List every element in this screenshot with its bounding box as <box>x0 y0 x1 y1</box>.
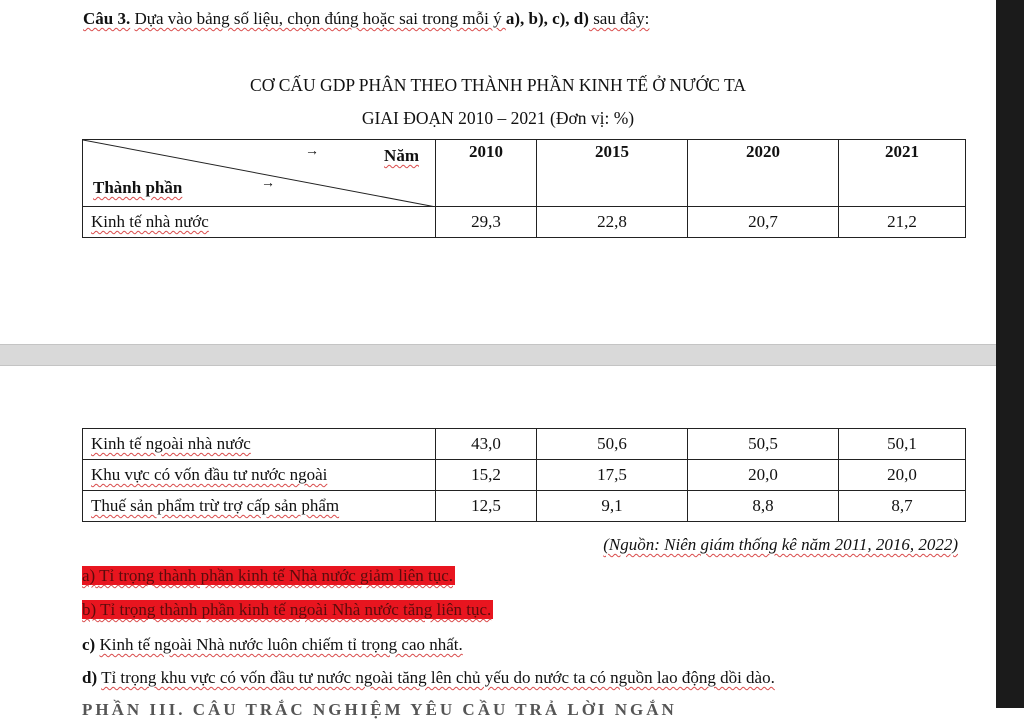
cell-value: 8,8 <box>688 491 839 522</box>
answer-label: b) <box>82 600 97 619</box>
answer-b-highlight <box>82 600 493 619</box>
question-label: Câu 3. <box>83 9 131 28</box>
year-header: 2010 <box>436 140 537 207</box>
next-section-heading: PHẦN III. CÂU TRẮC NGHIỆM YÊU CẦU TRẢ LỜI NGẮN <box>82 700 677 719</box>
question-options: a), b), c), d) <box>505 9 589 28</box>
cell-value: 21,2 <box>839 207 966 238</box>
question-line <box>83 9 649 29</box>
year-header: 2015 <box>537 140 688 207</box>
answer-a-highlight <box>82 566 455 585</box>
cell-value: 15,2 <box>436 460 537 491</box>
cell-value: 50,5 <box>688 429 839 460</box>
cell-value: 50,1 <box>839 429 966 460</box>
answer-b <box>82 600 493 620</box>
answer-label: a) <box>82 566 96 585</box>
answer-d <box>82 668 775 688</box>
row-label-text: Kinh tế nhà nước <box>91 212 209 231</box>
table-row <box>83 207 966 238</box>
header-component-label: Thành phần <box>93 178 183 197</box>
year-header: 2021 <box>839 140 966 207</box>
cell-value: 29,3 <box>436 207 537 238</box>
cell-value: 22,8 <box>537 207 688 238</box>
question-text-end: sau đây: <box>588 9 650 28</box>
answer-a <box>82 566 455 586</box>
data-table-top <box>82 139 966 238</box>
year-header: 2020 <box>688 140 839 207</box>
cell-value: 17,5 <box>537 460 688 491</box>
row-label-text: Kinh tế ngoài nhà nước <box>91 434 251 453</box>
cell-value: 20,0 <box>839 460 966 491</box>
cell-value: 50,6 <box>537 429 688 460</box>
row-label <box>83 207 436 238</box>
answer-text: Tỉ trọng khu vực có vốn đầu tư nước ngoài tăng lên chủ yếu do nước ta có nguồn lao động dồi dào. <box>101 668 775 687</box>
header-year-label: Năm <box>384 146 419 165</box>
table-source: (Nguồn: Niên giám thống kê năm 2011, 2016, 2022) <box>603 535 958 554</box>
arrow-icon: → <box>261 176 275 191</box>
row-label <box>83 429 436 460</box>
viewer-right-edge <box>996 0 1024 708</box>
table-row <box>83 460 966 491</box>
answer-label: d) <box>82 668 98 687</box>
question-text: Dựa vào bảng số liệu, chọn đúng hoặc sai trong mỗi ý <box>134 9 506 28</box>
table-title: CƠ CẤU GDP PHÂN THEO THÀNH PHẦN KINH TẾ Ở NƯỚC TA <box>250 75 746 95</box>
page-break-gap <box>0 344 996 366</box>
row-label <box>83 460 436 491</box>
header-diagonal-cell <box>83 140 436 207</box>
table-row <box>83 491 966 522</box>
table-row <box>83 429 966 460</box>
cell-value: 20,0 <box>688 460 839 491</box>
answer-text: Tỉ trọng thành phần kinh tế Nhà nước giảm liên tục. <box>99 566 454 585</box>
row-label-text: Khu vực có vốn đầu tư nước ngoài <box>91 465 328 484</box>
cell-value: 43,0 <box>436 429 537 460</box>
cell-value: 9,1 <box>537 491 688 522</box>
arrow-icon: → <box>305 144 319 159</box>
row-label <box>83 491 436 522</box>
answer-text: Kinh tế ngoài Nhà nước luôn chiếm tỉ trọng cao nhất. <box>99 635 463 654</box>
row-label-text: Thuế sản phẩm trừ trợ cấp sản phẩm <box>91 496 340 515</box>
answer-label: c) <box>82 635 96 654</box>
data-table-bottom <box>82 428 966 522</box>
cell-value: 20,7 <box>688 207 839 238</box>
cell-value: 8,7 <box>839 491 966 522</box>
table-subtitle: GIAI ĐOẠN 2010 – 2021 (Đơn vị: %) <box>361 108 635 128</box>
cell-value: 12,5 <box>436 491 537 522</box>
answer-text: Tỉ trọng thành phần kinh tế ngoài Nhà nước tăng liên tục. <box>100 600 492 619</box>
answer-c <box>82 635 463 655</box>
